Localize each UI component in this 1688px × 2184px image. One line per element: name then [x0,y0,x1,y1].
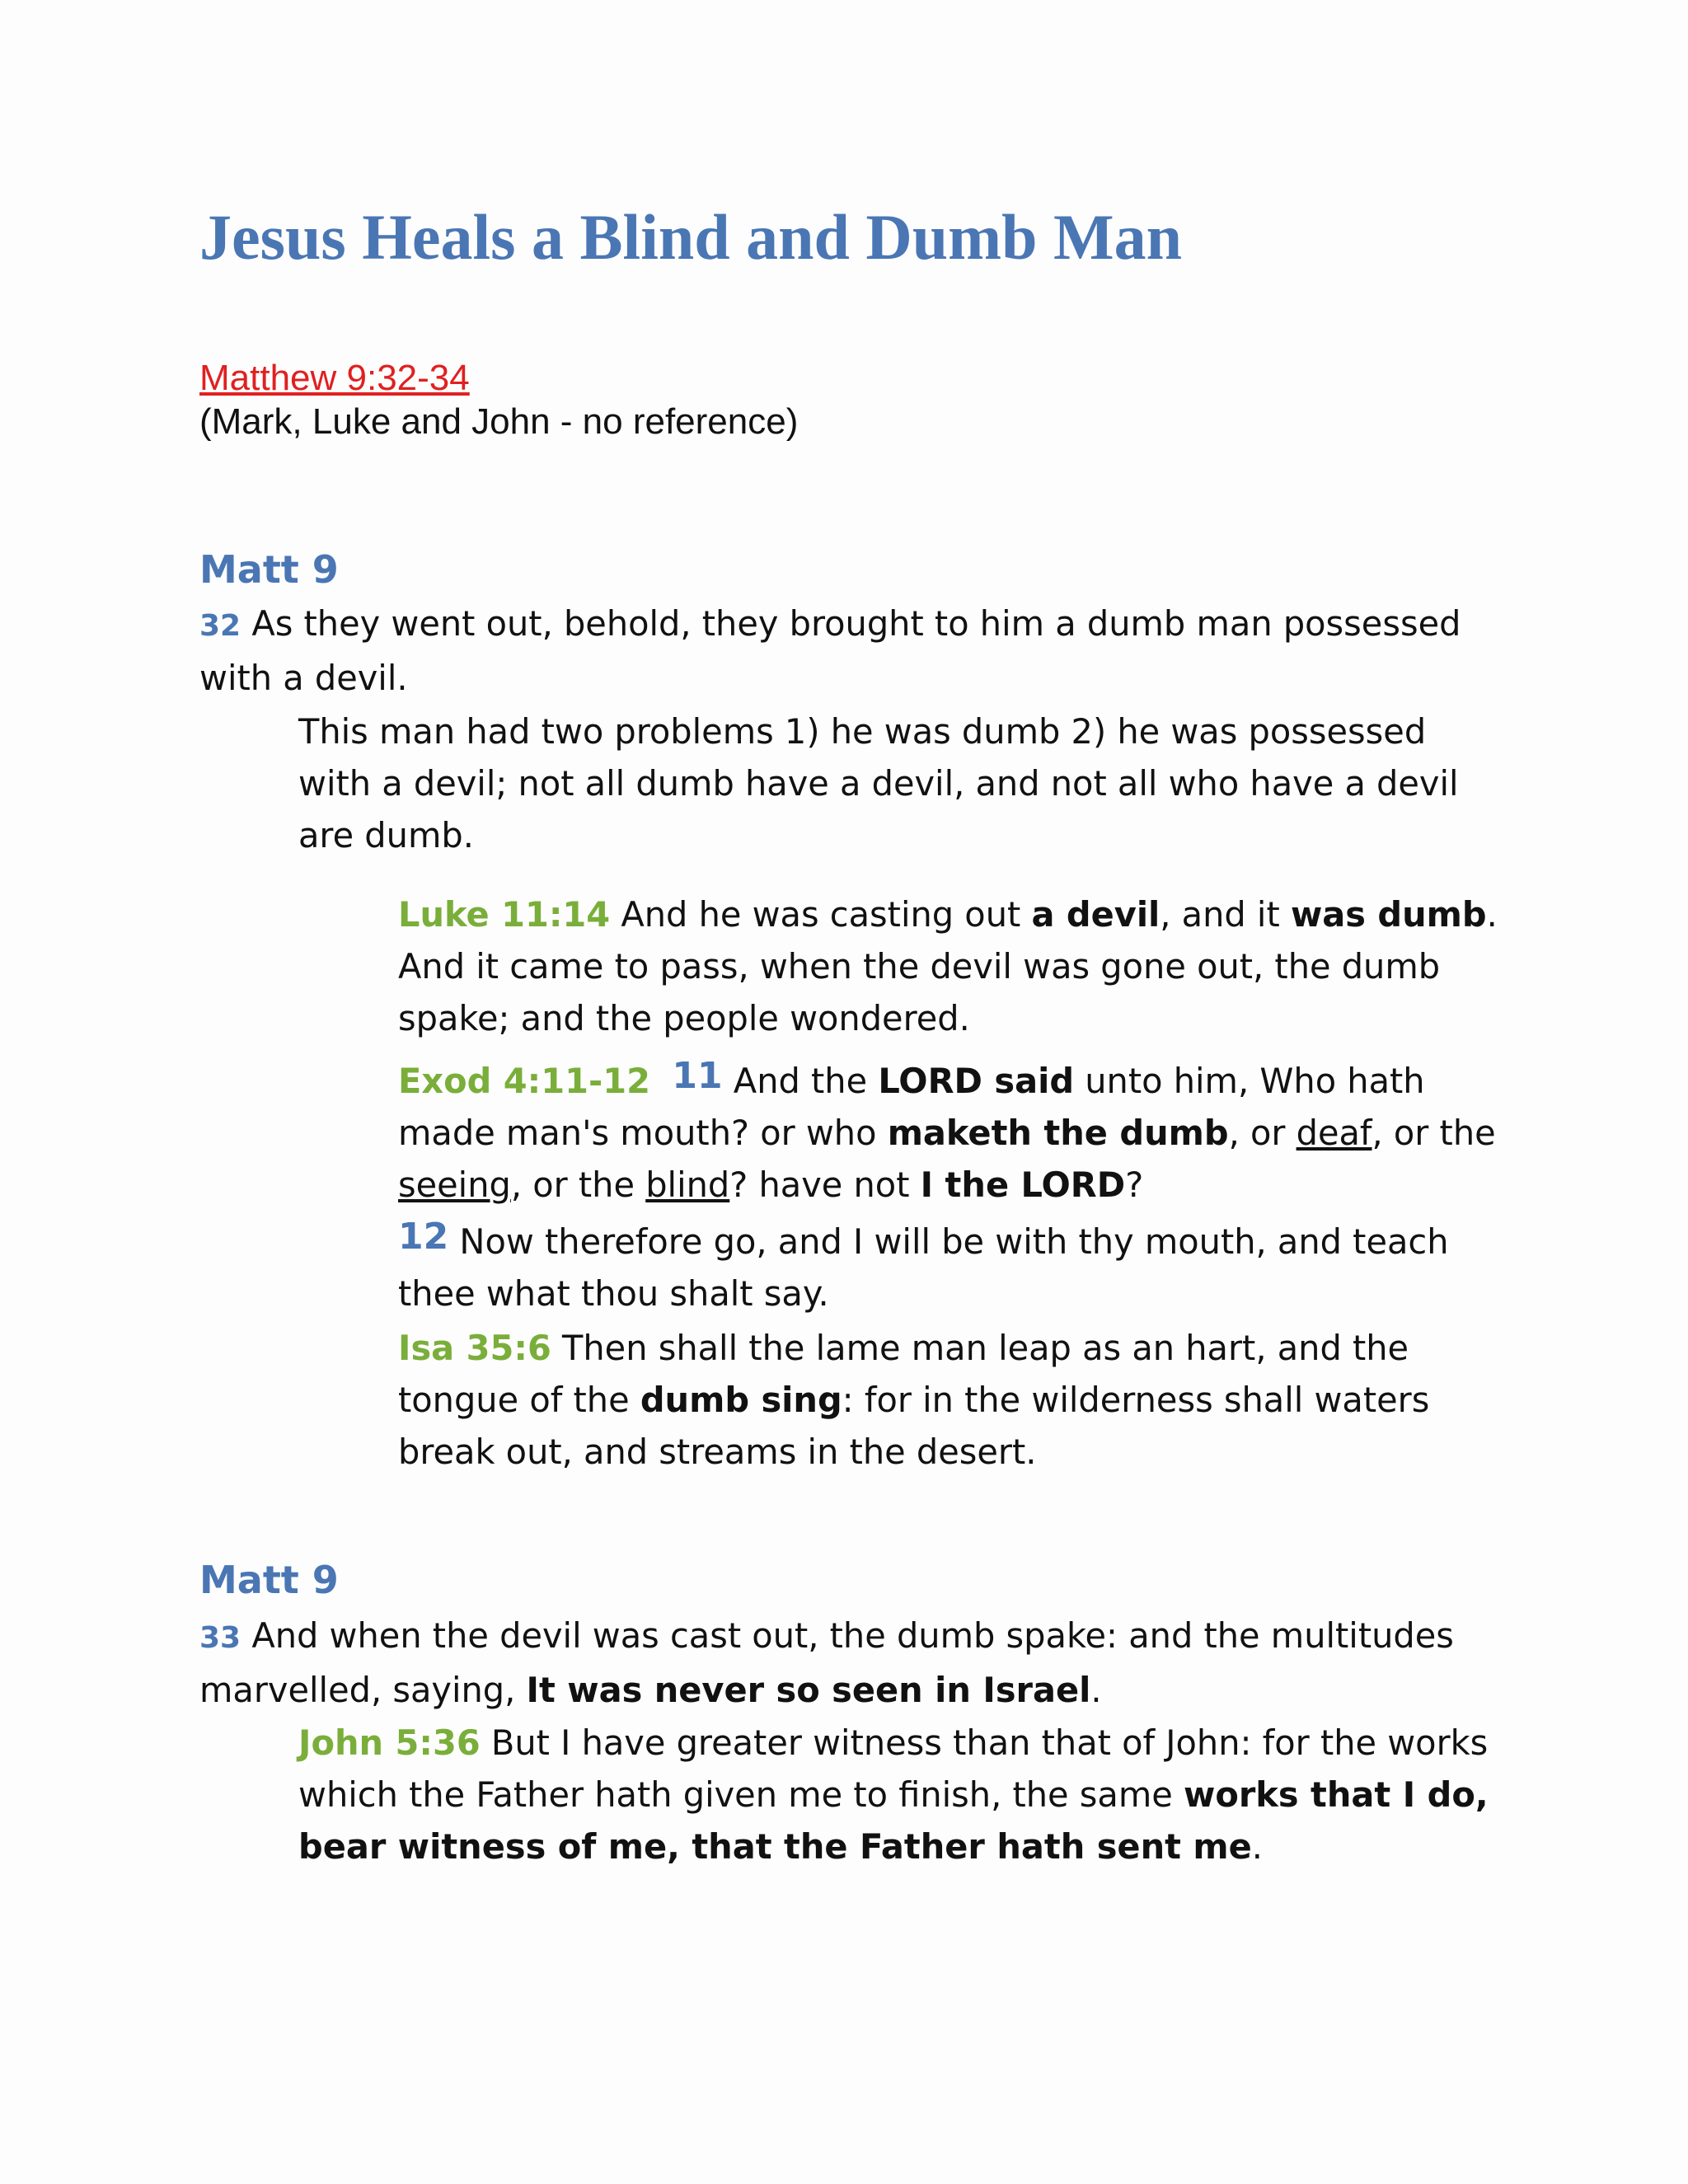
commentary-line: are dumb. [298,815,474,855]
exod-4-11-12-quote [398,1050,1496,1319]
emphasis-text: works that I do, [1183,1774,1489,1815]
quote-text: , or the [1372,1113,1496,1153]
commentary-line: This man had two problems 1) he was dumb 2) he was possessed [298,711,1427,752]
luke-11-14-quote [398,888,1498,1044]
emphasis-text: I the LORD [920,1165,1126,1205]
verse-33 [199,1610,1454,1716]
quote-text: , and it [1160,894,1291,935]
quote-text: tongue of the [398,1380,640,1420]
quote-text: , or [1228,1113,1296,1153]
quote-text: But I have greater witness than that of John: for the works [480,1722,1489,1763]
verse-number: 33 [199,1621,241,1655]
quote-text: ? have not [729,1165,921,1205]
verse-text: with a devil. [199,658,408,698]
underlined-text: blind [645,1165,730,1205]
commentary-line: with a devil; not all dumb have a devil, and not all who have a devil [298,763,1459,804]
quote-text: . [1251,1826,1263,1867]
john-citation: John 5:36 [298,1722,481,1763]
emphasis-text: dumb sing [640,1380,842,1420]
emphasis-text: a devil [1031,894,1160,935]
emphasis-text: maketh the dumb [887,1113,1229,1153]
luke-citation: Luke 11:14 [398,894,611,935]
quote-text: And the [722,1061,879,1101]
verse-text: . [1090,1670,1102,1710]
reference-note: (Mark, Luke and John - no reference) [199,401,799,442]
verse-number: 32 [199,609,241,643]
page-title: Jesus Heals a Blind and Dumb Man [199,201,1182,273]
quote-text: Then shall the lame man leap as an hart, and the [551,1328,1409,1368]
matthew-reference-link[interactable]: Matthew 9:32-34 [199,358,470,398]
john-5-36-quote [298,1717,1489,1872]
verse-number: 11 [672,1055,723,1097]
emphasis-text: bear witness of me, that the Father hath sent me [298,1826,1252,1867]
emphasis-text: LORD said [878,1061,1075,1101]
section1-heading: Matt 9 [199,547,339,592]
quote-text: Now therefore go, and I will be with thy mouth, and teach [448,1221,1449,1262]
quote-text: thee what thou shalt say. [398,1273,829,1314]
quote-text: And it came to pass, when the devil was gone out, the dumb [398,946,1441,987]
verse-text: marvelled, saying, [199,1670,527,1710]
verse-number: 12 [398,1216,449,1258]
emphasis-text: It was never so seen in Israel [526,1670,1091,1710]
quote-text: which the Father hath given me to finish, the same [298,1774,1184,1815]
underlined-text: deaf [1296,1113,1372,1153]
underlined-text: seeing [398,1165,511,1205]
quote-text: unto him, Who hath [1074,1061,1425,1101]
quote-text: And he was casting out [610,894,1032,935]
verse-text: As they went out, behold, they brought to him a dumb man possessed [251,603,1461,644]
isa-citation: Isa 35:6 [398,1328,551,1368]
quote-text: : for in the wilderness shall waters [842,1380,1430,1420]
verse-32 [199,598,1461,704]
section2-heading: Matt 9 [199,1558,339,1602]
commentary-paragraph [298,705,1459,861]
isa-35-6-quote [398,1322,1429,1478]
quote-text: break out, and streams in the desert. [398,1432,1037,1472]
quote-text: , or the [510,1165,646,1205]
verse-text: And when the devil was cast out, the dumb spake: and the multitudes [251,1615,1454,1656]
quote-text: made man's mouth? or who [398,1113,888,1153]
exod-citation: Exod 4:11-12 [398,1061,650,1101]
quote-text: . [1486,894,1498,935]
emphasis-text: was dumb [1290,894,1487,935]
quote-text: ? [1125,1165,1144,1205]
quote-text: spake; and the people wondered. [398,998,970,1038]
